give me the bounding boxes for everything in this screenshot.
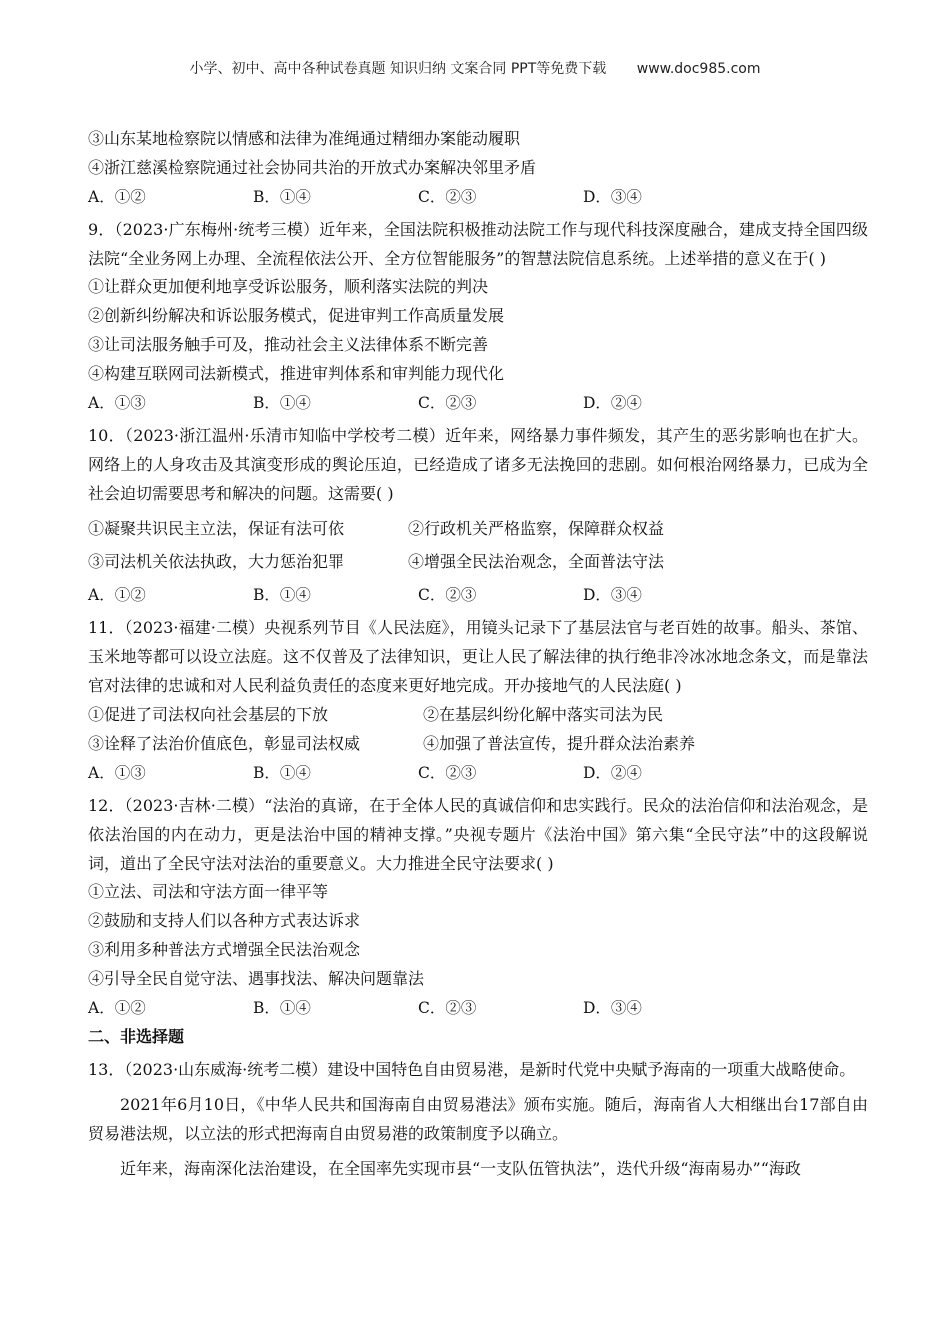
q9-item-2: ②创新纠纷解决和诉讼服务模式，促进审判工作高质量发展 [88,306,505,325]
q11-item-4: ④加强了普法宣传，提升群众法治素养 [423,734,696,753]
q10-choice-c: C．②③ [418,586,477,604]
q12-item-2: ②鼓励和支持人们以各种方式表达诉求 [88,911,361,930]
q10-items-row-2 [88,551,868,573]
q10-choice-b: B．①④ [253,586,311,604]
q10-stem: 10．（2023·浙江温州·乐清市知临中学校考二模）近年来，网络暴力事件频发，其产生的恶劣影响也在扩大。网络上的人身攻击及其演变形成的舆论压迫，已经造成了诸多无法挽回的悲剧。如何根治网络暴力，已成为全社会迫切需要思考和解决的问题。这需要( ) [88,426,868,503]
q9-item-1: ①让群众更加便利地享受诉讼服务，顺利落实法院的判决 [88,277,489,296]
q11-choice-d: D．②④ [583,764,642,782]
q10-choice-a: A．①② [88,586,146,604]
q11-items-row-1 [88,704,868,726]
q12-choice-a: A．①② [88,999,146,1017]
q10-items-row-1 [88,518,868,540]
q10-item-2: ②行政机关严格监察，保障群众权益 [408,519,665,538]
document-body [88,128,868,1183]
q11-item-1: ①促进了司法权向社会基层的下放 [88,705,329,724]
q13-stem: 13．（2023·山东威海·统考二模）建设中国特色自由贸易港，是新时代党中央赋予海南的一项重大战略使命。 [88,1060,856,1079]
section-title: 二、非选择题 [88,1027,185,1046]
q8-choice-b: B．①④ [253,188,311,206]
q11-item-2: ②在基层纠纷化解中落实司法为民 [423,705,664,724]
q8-item-4: ④浙江慈溪检察院通过社会协同共治的开放式办案解决邻里矛盾 [88,158,537,177]
q12-item-1: ①立法、司法和守法方面一律平等 [88,882,329,901]
q12-stem: 12．（2023·吉林·二模）“法治的真谛，在于全体人民的真诚信仰和忠实践行。民众的法治信仰和法治观念，是依法治国的内在动力，更是法治中国的精神支撑。”央视专题片《法治中国》第六集“全民守法”中的这段解说词，道出了全民守法对法治的重要意义。大力推进全民守法要求( ) [88,796,868,873]
q9-stem: 9．（2023·广东梅州·统考三模）近年来，全国法院积极推动法院工作与现代科技深度融合，建成支持全国四级法院“全业务网上办理、全流程依法公开、全方位智能服务”的智慧法院信息系统。上述举措的意义在于( ) [88,220,868,268]
q11-item-3: ③诠释了法治价值底色，彰显司法权威 [88,734,361,753]
q9-choice-c: C．②③ [418,394,477,412]
q9-choice-b: B．①④ [253,394,311,412]
q11-choice-c: C．②③ [418,764,477,782]
q12-choice-c: C．②③ [418,999,477,1017]
q12-choice-b: B．①④ [253,999,311,1017]
header-text: 小学、初中、高中各种试卷真题 知识归纳 文案合同 PPT等免费下载 [189,61,607,77]
q8-choices [88,186,868,208]
q12-item-4: ④引导全民自觉守法、遇事找法、解决问题靠法 [88,969,425,988]
q13-paragraph-1: 2021年6月10日，《中华人民共和国海南自由贸易港法》颁布实施。随后，海南省人大相继出台17部自由贸易港法规，以立法的形式把海南自由贸易港的政策制度予以确立。 [88,1095,868,1143]
q9-item-4: ④构建互联网司法新模式，推进审判体系和审判能力现代化 [88,364,505,383]
q8-choice-d: D．③④ [583,188,642,206]
q10-choice-d: D．③④ [583,586,642,604]
q11-items-row-2 [88,733,868,755]
q10-item-4: ④增强全民法治观念，全面普法守法 [408,552,665,571]
q11-choice-b: B．①④ [253,764,311,782]
q9-item-3: ③让司法服务触手可及，推动社会主义法律体系不断完善 [88,335,489,354]
q8-choice-c: C．②③ [418,188,477,206]
q10-choices [88,584,868,606]
q12-item-3: ③利用多种普法方式增强全民法治观念 [88,940,361,959]
q9-choices [88,392,868,414]
q9-choice-d: D．②④ [583,394,642,412]
q10-item-1: ①凝聚共识民主立法，保证有法可依 [88,519,345,538]
q13-paragraph-2: 近年来，海南深化法治建设，在全国率先实现市县“一支队伍管执法”，迭代升级“海南易办”“海政 [120,1159,801,1178]
page-header [0,58,950,78]
q10-item-3: ③司法机关依法执政，大力惩治犯罪 [88,552,345,571]
q11-choices [88,762,868,784]
header-site-link[interactable]: www.doc985.com [636,61,761,77]
q11-choice-a: A．①③ [88,764,146,782]
q8-item-3: ③山东某地检察院以情感和法律为准绳通过精细办案能动履职 [88,129,521,148]
q8-choice-a: A．①② [88,188,146,206]
q12-choice-d: D．③④ [583,999,642,1017]
q9-choice-a: A．①③ [88,394,146,412]
q12-choices [88,997,868,1019]
q11-stem: 11．（2023·福建·二模）央视系列节目《人民法庭》，用镜头记录下了基层法官与老百姓的故事。船头、茶馆、玉米地等都可以设立法庭。这不仅普及了法律知识，更让人民了解法律的执行绝非冷冰冰地念条文，而是靠法官对法律的忠诚和对人民利益负责任的态度来更好地完成。开办接地气的人民法庭( ) [88,618,868,695]
